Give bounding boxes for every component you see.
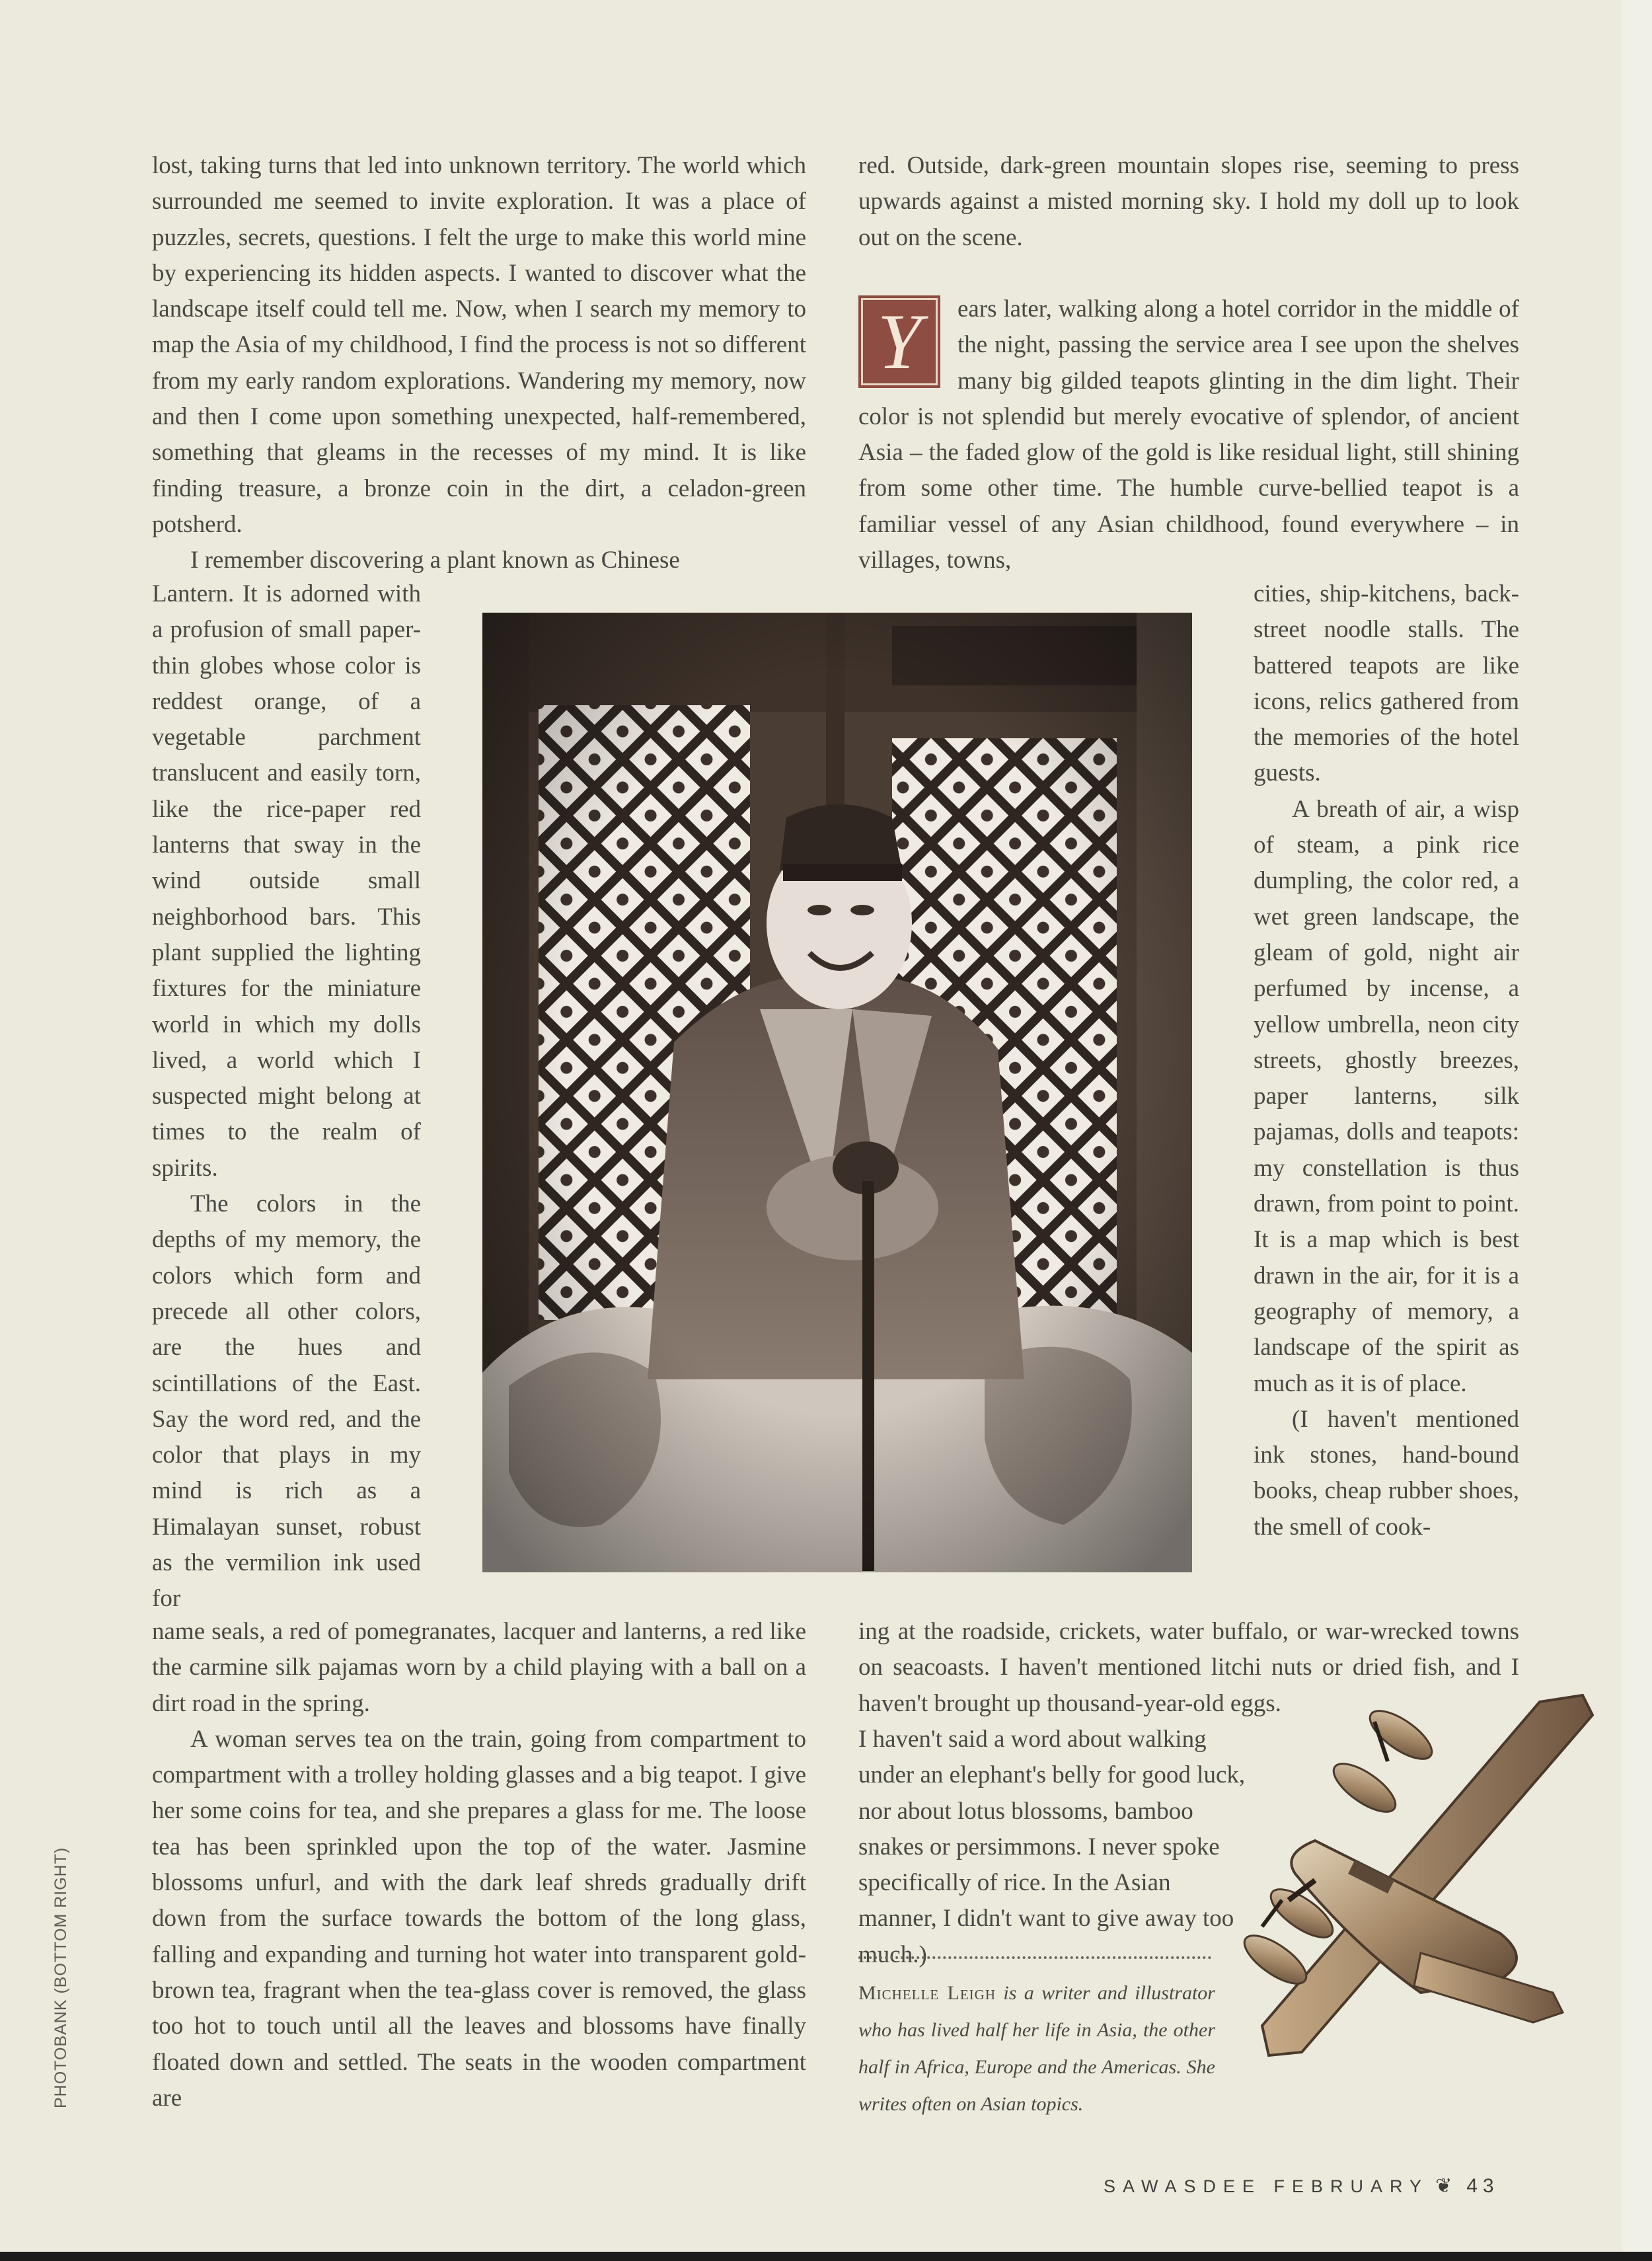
author-bio xyxy=(858,1975,1215,2123)
column-1-top xyxy=(152,148,806,579)
magazine-name: SAWASDEE FEBRUARY xyxy=(1104,2176,1429,2196)
column-1-narrow xyxy=(152,576,421,1617)
column-2-dropcap-block xyxy=(858,291,1519,578)
paragraph: cities, ship-kitchens, back-street noodle stalls. The battered teapots are like icons, relics gathered from the memories of the hotel guests. xyxy=(1254,580,1519,787)
elephant-icon: ❦ xyxy=(1435,2175,1452,2197)
paragraph: ing at the roadside, crickets, water buffalo, or war-wrecked towns on seacoasts. I haven't mentioned litchi nuts or dried fish, and I haven't brought up thousand-year-old eggs. xyxy=(858,1618,1519,1717)
column-2-narrow xyxy=(1254,576,1519,1545)
drop-cap-ornament: Y xyxy=(858,295,940,388)
paragraph: lost, taking turns that led into unknown territory. The world which surrounded me seemed to invite exploration. It was a place of puzzles, secrets, questions. I felt the urge to make this world mine by experiencing its hidden aspects. I wanted to discover what the landscape itself could tell me. Now, when I search my memory to map the Asia of my childhood, I find the process is not so different from my early random explorations. Wandering my memory, now and then I come upon something unexpected, half-remembered, something that gleams in the recesses of my mind. It is like finding treasure, a bronze coin in the dirt, a celadon-green potsherd. xyxy=(152,152,806,538)
toy-airplane-photo xyxy=(1222,1682,1606,2079)
page-number: 43 xyxy=(1466,2175,1499,2197)
paragraph: The colors in the depths of my memory, the colors which form and precede all other colors, are the hues and scintillations of the East. Say the word red, and the color that plays in my mind is rich as a Himalayan sunset, robust as the vermilion ink used for xyxy=(152,1190,421,1613)
paragraph: Lantern. It is adorned with a profusion of small paper-thin globes whose color is reddest orange, of a vegetable parchment translucent and easily torn, like the rice-paper red lanterns that sway in the wind outside small neighborhood bars. This plant supplied the lighting fixtures for the miniature world in which my dolls lived, a world which I suspected might belong at times to the realm of spirits. xyxy=(152,580,421,1182)
author-bio-text: is a writer and illustrator who has lived half her life in Asia, the other half in Africa, Europe and the Americas. She writes often on Asian topics. xyxy=(858,1982,1215,2115)
paragraph: (I haven't mentioned ink stones, hand-bound books, cheap rubber shoes, the smell of cook- xyxy=(1254,1405,1519,1541)
page-edge xyxy=(1622,0,1652,2252)
column-2-top xyxy=(858,148,1519,256)
column-2-plane-wrap xyxy=(858,1722,1255,1973)
paragraph: A breath of air, a wisp of steam, a pink rice dumpling, the color red, a wet green landscape, the gleam of gold, night air perfumed by incense, a yellow umbrella, neon city streets, ghostly breezes, paper lanterns, silk pajamas, dolls and teapots: my constellation is thus drawn, from point to point. It is a map which is best drawn in the air, for it is a geography of memory, a landscape of the spirit as much as it is of place. xyxy=(1254,795,1519,1397)
page-footer xyxy=(1104,2174,1499,2198)
photo-credit: PHOTOBANK (BOTTOM RIGHT) xyxy=(52,1847,70,2108)
paragraph: ears later, walking along a hotel corridor in the middle of the night, passing the service area I see upon the shelves many big gilded teapots glinting in the dim light. Their color is not splendid but merely evocative of splendor, of ancient Asia – the faded glow of the gold is like residual light, still shining from some other time. The humble curve-bellied teapot is a familiar vessel of any Asian childhood, found everywhere – in villages, towns, xyxy=(858,295,1519,574)
paragraph: I haven't said a word about walking under an elephant's belly for good luck, nor about lotus blossoms, bamboo snakes or persimmons. I never spoke specifically of rice. In the Asian manner, I didn't want to give away too much.) xyxy=(858,1726,1246,1968)
bio-divider xyxy=(858,1956,1211,1959)
scan-border xyxy=(0,2252,1652,2261)
paragraph: A woman serves tea on the train, going from compartment to compartment with a trolley holding glasses and a big teapot. I give her some coins for tea, and she prepares a glass for me. The loose tea has been sprinkled upon the top of the water. Jasmine blossoms unfurl, and with the dark leaf shreds gradually drift down from the surface towards the bottom of the long glass, falling and expanding and turning hot water into transparent gold-brown tea, fragrant when the tea-glass cover is removed, the glass too hot to touch until all the leaves and blossoms have finally floated down and settled. The seats in the wooden compartment are xyxy=(152,1725,806,2112)
column-1-bottom xyxy=(152,1614,806,2116)
paragraph-start: I remember discovering a plant known as Chinese xyxy=(190,547,680,574)
paragraph: red. Outside, dark-green mountain slopes rise, seeming to press upwards against a misted morning sky. I hold my doll up to look out on the scene. xyxy=(858,152,1519,251)
author-name: Michelle Leigh xyxy=(858,1982,996,2004)
paragraph: name seals, a red of pomegranates, lacquer and lanterns, a red like the carmine silk pajamas worn by a child playing with a ball on a dirt road in the spring. xyxy=(152,1618,806,1717)
seated-sage-statue-photo xyxy=(482,613,1192,1572)
